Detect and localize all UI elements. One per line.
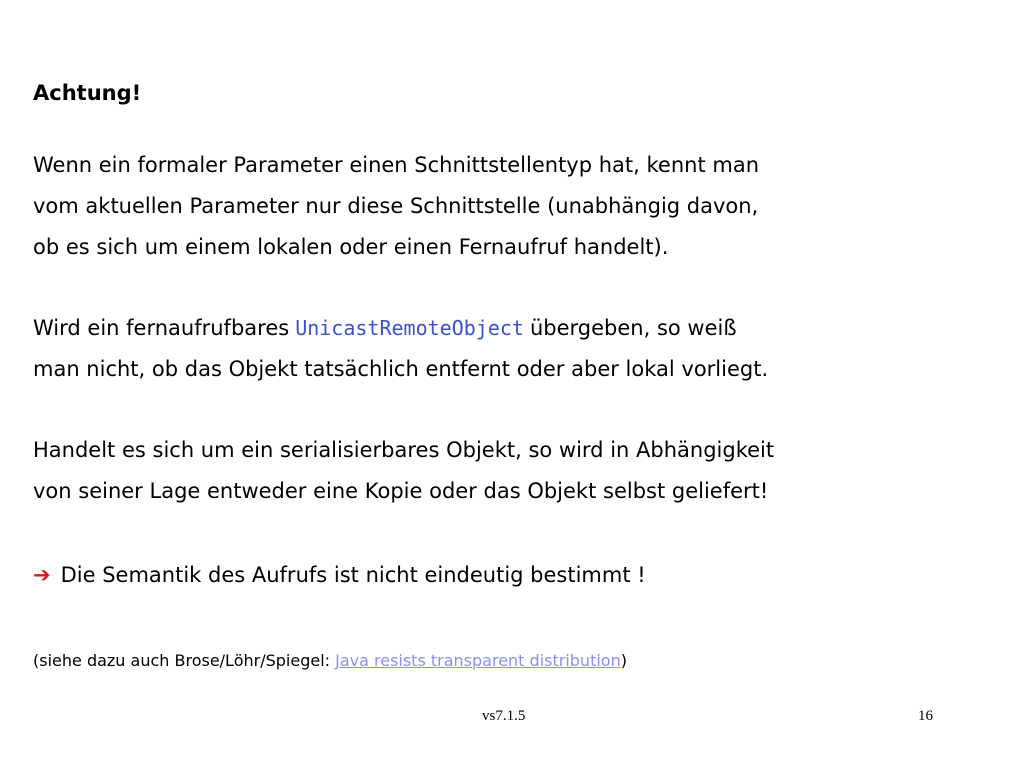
- paragraph-line: von seiner Lage entweder eine Kopie oder das Objekt selbst geliefert!: [33, 479, 769, 503]
- paragraph-line: vom aktuellen Parameter nur diese Schnittstelle (unabhängig davon,: [33, 194, 759, 218]
- note-prefix: (siehe dazu auch Brose/Löhr/Spiegel:: [33, 651, 336, 670]
- conclusion-text: Die Semantik des Aufrufs ist nicht eindeutig bestimmt !: [60, 563, 646, 587]
- arrow-right-icon: ➔: [33, 563, 51, 587]
- page-number: 16: [918, 708, 933, 724]
- footer-version: vs7.1.5: [482, 708, 526, 724]
- reference-note: [33, 646, 627, 676]
- paragraph-unicast-remote-object: [33, 308, 768, 390]
- paragraph-text: übergeben, so weiß: [529, 316, 737, 340]
- note-suffix: ): [620, 651, 627, 670]
- paragraph-line: Handelt es sich um ein serialisierbares Objekt, so wird in Abhängigkeit: [33, 438, 775, 462]
- conclusion-line: [33, 555, 646, 596]
- paragraph-line: [33, 308, 768, 349]
- paragraph-line: man nicht, ob das Objekt tatsächlich entfernt oder aber lokal vorliegt.: [33, 357, 769, 381]
- paragraph-line: Wenn ein formaler Parameter einen Schnittstellentyp hat, kennt man: [33, 153, 759, 177]
- paragraph-serializable-object: [33, 430, 774, 512]
- code-unicast-remote-object: UnicastRemoteObject: [295, 316, 524, 340]
- conclusion: [33, 555, 646, 596]
- paragraph-interface-parameter: [33, 145, 759, 268]
- paragraph-line: ob es sich um einem lokalen oder einen Fernaufruf handelt).: [33, 235, 669, 259]
- paragraph-text: Wird ein fernaufrufbares: [33, 316, 290, 340]
- reference-link[interactable]: Java resists transparent distribution: [335, 651, 621, 670]
- slide-heading: Achtung!: [33, 81, 142, 105]
